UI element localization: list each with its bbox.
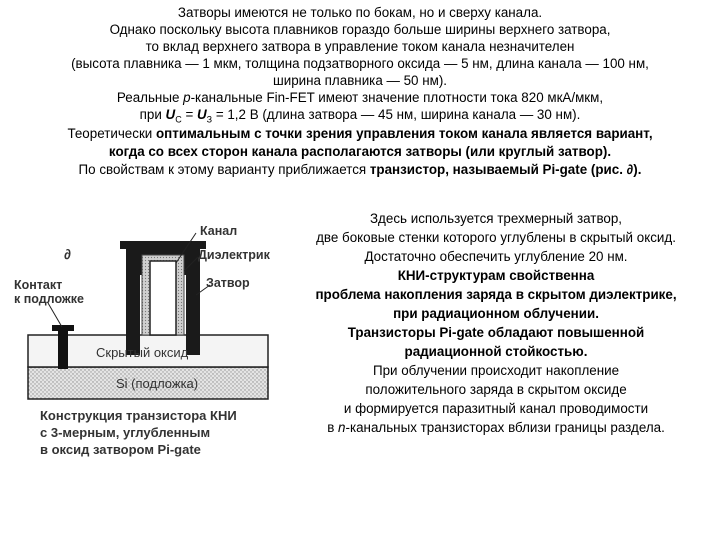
right-line-10: положительного заряда в скрытом оксиде: [365, 382, 627, 397]
right-line-3: Достаточно обеспечить углубление 20 нм.: [364, 249, 628, 264]
right-line-11: и формируется паразитный канал проводимости: [343, 401, 649, 416]
text-line-6-a: Реальные: [116, 90, 184, 105]
text-line-8-b: оптимальным с точки зрения управления током канала является вариант,: [156, 126, 653, 141]
text-line-10-a: По свойствам к этому варианту приближается: [78, 162, 370, 177]
right-line-9: При облучении происходит накопление: [372, 363, 620, 378]
label-channel: Канал: [200, 224, 238, 238]
caption-line-3: в оксид затвором Pi-gate: [40, 442, 201, 457]
text-line-7-g: = 1,2 В (длина затвора — 45 нм, ширина канала — 30 нм).: [212, 107, 581, 122]
right-line-7: Транзисторы Pi-gate обладают повышенной: [347, 325, 645, 340]
text-line-6-c: -канальные Fin-FET имеют значение плотности тока 820 мкА/мкм,: [190, 90, 604, 105]
text-line-1: Затворы имеются не только по бокам, но и сверху канала.: [177, 5, 543, 20]
text-line-8: [0, 125, 720, 142]
label-contact-2: к подложке: [14, 292, 85, 306]
right-line-5: проблема накопления заряда в скрытом диэлектрике,: [315, 287, 677, 302]
text-line-8-a: Теоретически: [67, 126, 156, 141]
right-line-12: [276, 418, 716, 437]
text-line-7-a: при: [139, 107, 166, 122]
right-line-6: при радиационном облучении.: [393, 306, 599, 321]
right-line-12-c: -канальных транзисторах вблизи границы раздела.: [345, 420, 665, 435]
label-gate: Затвор: [206, 276, 250, 290]
substrate-contact: [58, 327, 68, 369]
figure-letter: ∂: [64, 246, 71, 262]
right-line-12-a: в: [327, 420, 339, 435]
caption-line-2: с 3-мерным, углубленным: [40, 425, 211, 440]
text-line-4: (высота плавника — 1 мкм, толщина подзатворного оксида — 5 нм, длина канала — 100 нм,: [71, 56, 649, 71]
figure-caption: [40, 407, 270, 458]
text-line-7-eq: =: [181, 107, 197, 122]
label-dielectric: Диэлектрик: [198, 248, 270, 262]
right-line-12-b: n: [338, 420, 346, 435]
text-line-10-b: транзистор, называемый Pi-gate (рис. ∂).: [369, 162, 642, 177]
text-line-10: [0, 161, 720, 178]
label-buried-oxide: Скрытый оксид: [96, 345, 189, 360]
text-line-7-sub1: С: [175, 114, 182, 125]
channel: [150, 261, 176, 335]
right-line-1: Здесь используется трехмерный затвор,: [369, 211, 623, 226]
text-line-7-u2: U: [196, 107, 207, 122]
text-line-2: Однако поскольку высота плавников гораздо больше ширины верхнего затвора,: [109, 22, 611, 37]
label-contact-1: Контакт: [14, 278, 63, 292]
text-line-5: ширина плавника — 50 нм).: [272, 73, 448, 88]
right-line-8: радиационной стойкостью.: [404, 344, 588, 359]
text-line-3: то вклад верхнего затвора в управление током канала незначителен: [145, 39, 575, 54]
text-line-9: когда со всех сторон канала располагаются затворы (или круглый затвор).: [108, 144, 612, 159]
right-line-4: КНИ-структурам свойственна: [397, 268, 595, 283]
caption-line-1: Конструкция транзистора КНИ: [40, 408, 237, 423]
label-substrate: Si (подложка): [116, 376, 199, 391]
text-line-7-u1: U: [165, 107, 176, 122]
text-line-6: [0, 89, 720, 106]
right-line-2: две боковые стенки которого углублены в скрытый оксид.: [316, 230, 676, 245]
text-line-7-sub2: З: [206, 114, 213, 125]
text-line-6-b: p: [183, 90, 191, 105]
